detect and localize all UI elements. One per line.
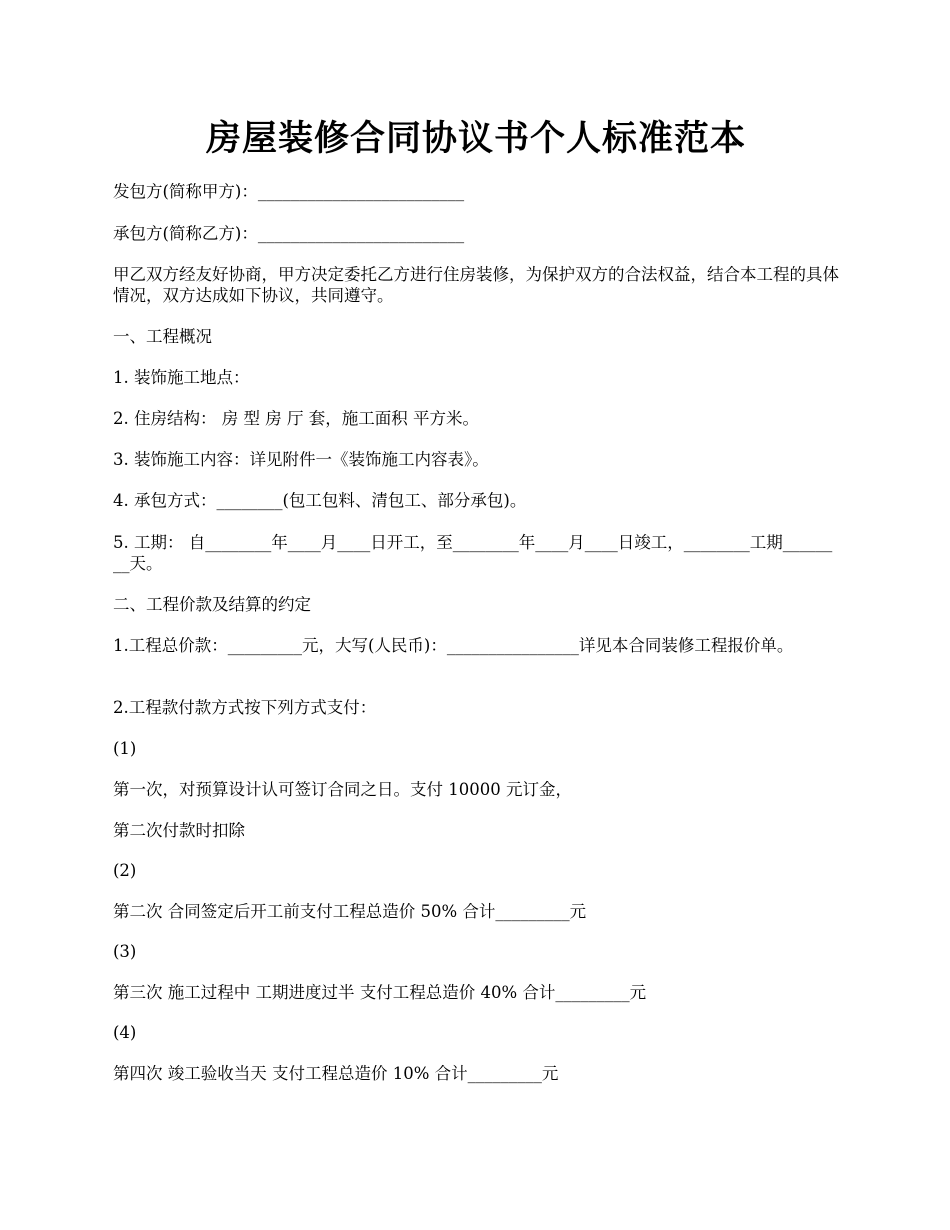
paragraph-payment-2: 第二次 合同签定后开工前支付工程总造价 50% 合计_________元 bbox=[113, 902, 587, 921]
paragraph-payment-method: 2.工程款付款方式按下列方式支付： bbox=[113, 698, 377, 717]
paragraph-schedule: 5. 工期： 自________年____月____日开工，至________年____月____日竣工，________工期________天。 bbox=[113, 533, 833, 573]
paragraph-preamble: 甲乙双方经友好协商，甲方决定委托乙方进行住房装修，为保护双方的合法权益，结合本工程的具体情况，双方达成如下协议，共同遵守。 bbox=[113, 265, 839, 305]
section-heading-overview: 一、工程概况 bbox=[113, 327, 212, 346]
list-marker-4: (4) bbox=[113, 1023, 137, 1042]
document-title: 房屋装修合同协议书个人标准范本 bbox=[205, 118, 746, 159]
paragraph-contractor: 承包方(简称乙方)：_________________________ bbox=[113, 224, 465, 243]
paragraph-structure: 2. 住房结构： 房 型 房 厅 套，施工面积 平方米。 bbox=[113, 409, 479, 428]
paragraph-payment-4: 第四次 竣工验收当天 支付工程总造价 10% 合计_________元 bbox=[113, 1064, 559, 1083]
paragraph-payment-1-note: 第二次付款时扣除 bbox=[113, 821, 245, 840]
section-heading-price: 二、工程价款及结算的约定 bbox=[113, 595, 311, 614]
list-marker-2: (2) bbox=[113, 861, 137, 880]
list-marker-1: (1) bbox=[113, 739, 137, 758]
paragraph-payment-3: 第三次 施工过程中 工期进度过半 支付工程总造价 40% 合计_________元 bbox=[113, 983, 647, 1002]
paragraph-content: 3. 装饰施工内容：详见附件一《装饰施工内容表》。 bbox=[113, 450, 489, 469]
list-marker-3: (3) bbox=[113, 942, 137, 961]
paragraph-location: 1. 装饰施工地点： bbox=[113, 368, 250, 387]
paragraph-contract-method: 4. 承包方式：________(包工包料、清包工、部分承包)。 bbox=[113, 491, 527, 510]
paragraph-total-price: 1.工程总价款：_________元，大写(人民币)：________________详见本合同装修工程报价单。 bbox=[113, 636, 794, 655]
paragraph-employer: 发包方(简称甲方)：_________________________ bbox=[113, 182, 465, 201]
document-page bbox=[113, 112, 839, 1083]
paragraph-payment-1: 第一次，对预算设计认可签订合同之日。支付 10000 元订金， bbox=[113, 780, 572, 799]
